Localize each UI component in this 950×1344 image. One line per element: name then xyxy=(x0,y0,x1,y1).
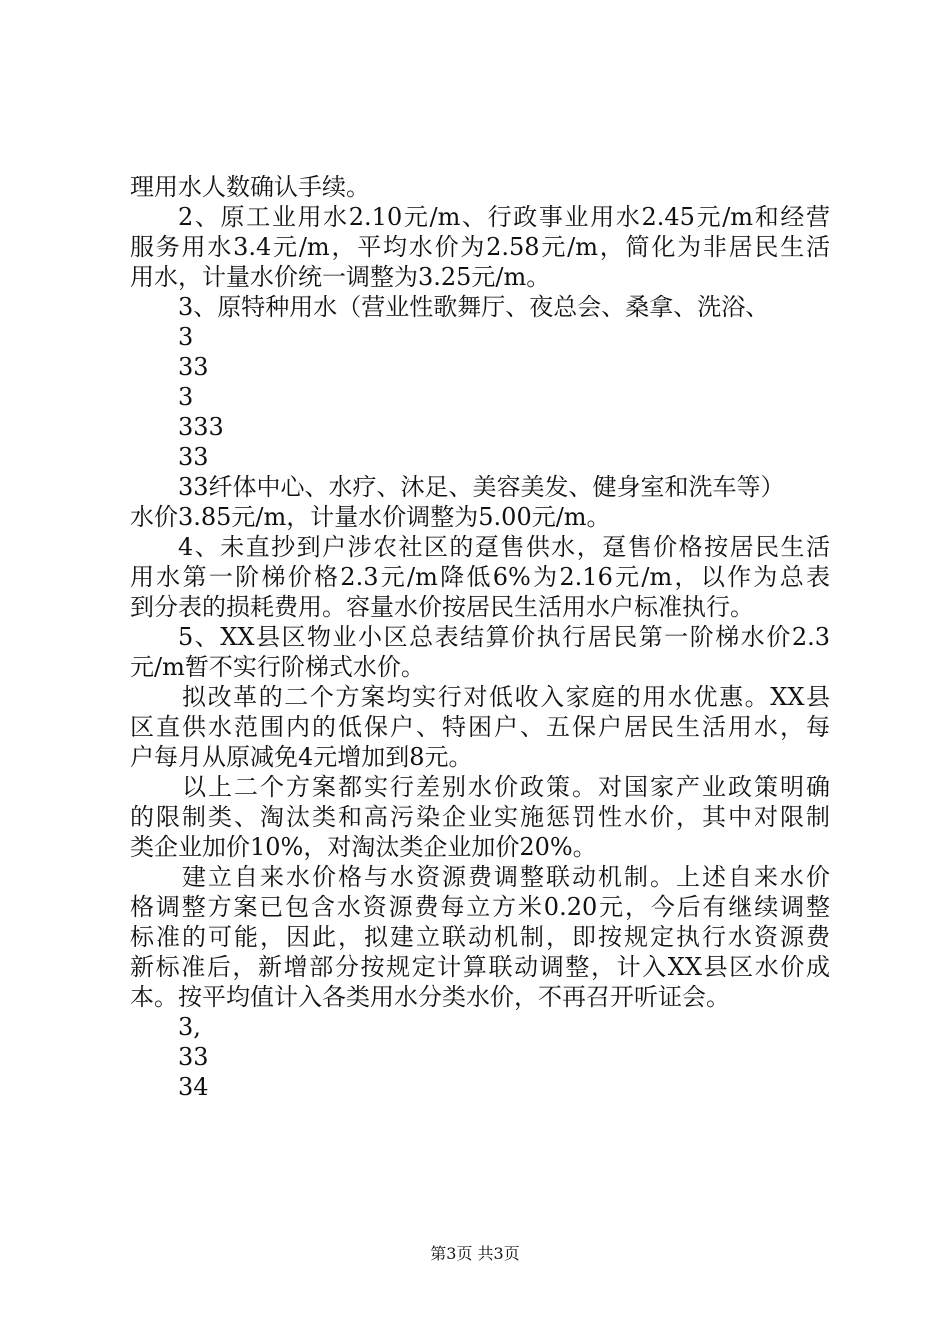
text-line: 以上二个方案都实行差别水价政策。对国家产业政策明确 xyxy=(182,773,830,801)
text-line: 服务用水3.4元/m，平均水价为2.58元/m，简化为非居民生活 xyxy=(130,233,830,261)
text-line: 5、XX县区物业小区总表结算价执行居民第一阶梯水价2.3 xyxy=(178,623,830,651)
text-line: 标准的可能，因此，拟建立联动机制，即按规定执行水资源费 xyxy=(130,923,830,951)
text-line: 3 xyxy=(178,323,194,351)
text-line: 3, xyxy=(178,1013,201,1041)
text-line: 4、未直抄到户涉农社区的趸售供水，趸售价格按居民生活 xyxy=(178,533,830,561)
text-line: 拟改革的二个方案均实行对低收入家庭的用水优惠。XX县 xyxy=(182,683,830,711)
text-line: 本。按平均值计入各类用水分类水价，不再召开听证会。 xyxy=(130,983,730,1011)
text-line: 用水第一阶梯价格2.3元/m降低6%为2.16元/m，以作为总表 xyxy=(130,563,830,591)
page-footer xyxy=(0,1244,950,1264)
text-line: 类企业加价10%，对淘汰类企业加价20%。 xyxy=(130,833,597,861)
text-line: 户每月从原减免4元增加到8元。 xyxy=(130,743,473,771)
text-line: 建立自来水价格与水资源费调整联动机制。上述自来水价 xyxy=(182,863,830,891)
text-line: 理用水人数确认手续。 xyxy=(130,173,370,201)
text-line: 区直供水范围内的低保户、特困户、五保户居民生活用水，每 xyxy=(130,713,830,741)
text-line: 34 xyxy=(178,1073,209,1101)
text-line: 3 xyxy=(178,383,194,411)
document-body xyxy=(130,172,830,1102)
text-line: 水价3.85元/m，计量水价调整为5.00元/m。 xyxy=(130,503,611,531)
text-line: 元/m暂不实行阶梯式水价。 xyxy=(130,653,425,681)
text-line: 的限制类、淘汰类和高污染企业实施惩罚性水价，其中对限制 xyxy=(130,803,830,831)
text-line: 新标准后，新增部分按规定计算联动调整，计入XX县区水价成 xyxy=(130,953,830,981)
text-line: 33 xyxy=(178,1043,209,1071)
text-line: 2、原工业用水2.10元/m、行政事业用水2.45元/m和经营 xyxy=(178,203,830,231)
text-line: 33 xyxy=(178,443,209,471)
text-line: 33纤体中心、水疗、沐足、美容美发、健身室和洗车等） xyxy=(178,473,785,501)
text-line: 3、原特种用水（营业性歌舞厅、夜总会、桑拿、洗浴、 xyxy=(178,293,770,321)
text-line: 到分表的损耗费用。容量水价按居民生活用水户标准执行。 xyxy=(130,593,754,621)
text-line: 33 xyxy=(178,353,209,381)
text-line: 333 xyxy=(178,413,224,441)
text-line: 格调整方案已包含水资源费每立方米0.20元，今后有继续调整 xyxy=(130,893,830,921)
page-number-label: 第3页 共3页 xyxy=(430,1244,520,1263)
text-line: 用水，计量水价统一调整为3.25元/m。 xyxy=(130,263,551,291)
